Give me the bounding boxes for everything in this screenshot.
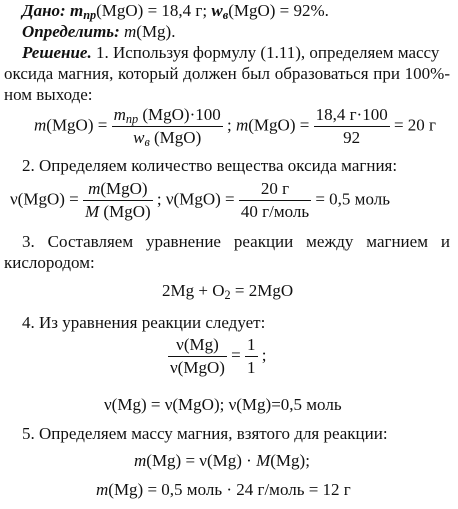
eq2-den2: 40 г/моль bbox=[240, 201, 310, 221]
eq1-lhs2-m: m bbox=[235, 115, 249, 135]
eq1-result: = 20 г bbox=[389, 115, 437, 135]
eq6-m: m bbox=[134, 451, 147, 470]
eq1-separator: ; bbox=[222, 115, 236, 135]
step5-line: 5. Определяем массу магния, взятого для реакции: bbox=[22, 424, 388, 443]
eq1-denominator bbox=[112, 126, 223, 147]
eq4-fraction2 bbox=[245, 336, 258, 377]
find-label: Определить: bbox=[22, 22, 120, 41]
equation-2 bbox=[10, 180, 390, 221]
eq2-denominator bbox=[83, 200, 153, 221]
step3-line1: 3. Составляем уравнение реакции между магнием и bbox=[22, 232, 450, 251]
eq1-fraction2 bbox=[314, 106, 390, 147]
eq1-lhs-m: m bbox=[34, 115, 47, 135]
eq4-den: ν(MgO) bbox=[170, 357, 225, 377]
eq2-result: = 0,5 моль bbox=[311, 189, 390, 209]
eq2-fraction bbox=[83, 180, 153, 221]
eq4-fraction bbox=[168, 336, 227, 377]
eq1-lhs: (MgO) = bbox=[46, 115, 112, 135]
given-mgo-mass: (MgO) = 18,4 г; bbox=[96, 1, 212, 20]
eq2-den-rest: (MgO) bbox=[99, 201, 151, 221]
equation-3 bbox=[162, 281, 293, 301]
eq2-separator: ; bbox=[152, 189, 166, 209]
eq4-eq: = bbox=[226, 345, 245, 365]
step2-line: 2. Определяем количество вещества оксида магния: bbox=[22, 156, 398, 175]
equation-6 bbox=[134, 451, 310, 471]
eq7-rest: (Mg) = 0,5 моль · 24 г/моль = 12 г bbox=[108, 480, 351, 499]
find-line bbox=[22, 22, 175, 42]
equation-7 bbox=[96, 480, 351, 500]
eq2-lhs: ν(MgO) = bbox=[10, 189, 83, 209]
eq3-right: = 2MgO bbox=[230, 281, 294, 300]
eq2-numerator bbox=[83, 180, 153, 200]
eq4-num2: 1 bbox=[247, 335, 256, 354]
given-m-sub: пр bbox=[83, 8, 97, 23]
eq1-num-sub: пр bbox=[125, 112, 139, 127]
eq6-mid: (Mg) = ν(Mg) · bbox=[146, 451, 257, 470]
eq3-sub: 2 bbox=[224, 288, 231, 303]
eq2-num-m: m bbox=[88, 179, 101, 198]
eq4-end: ; bbox=[257, 345, 267, 365]
equation-4 bbox=[168, 336, 266, 377]
equation-5: ν(Mg) = ν(MgO); ν(Mg)=0,5 моль bbox=[104, 395, 342, 414]
eq7-m: m bbox=[96, 480, 109, 499]
solution-label: Решение. bbox=[22, 43, 92, 62]
find-rest: (Mg). bbox=[136, 22, 176, 41]
step4-line: 4. Из уравнения реакции следует: bbox=[22, 313, 266, 332]
eq2-den-M: M bbox=[85, 201, 100, 221]
eq2-lhs2: ν(MgO) = bbox=[165, 189, 239, 209]
given-mgo-yield: (MgO) = 92%. bbox=[228, 1, 329, 20]
step3-line2: кислородом: bbox=[4, 253, 95, 272]
given-w-sub: в bbox=[222, 8, 229, 23]
eq1-lhs2: (MgO) = bbox=[248, 115, 314, 135]
eq1-fraction bbox=[112, 106, 223, 147]
eq1-den-rest: (MgO) bbox=[149, 127, 202, 147]
step1-text1: 1. Используя формулу (1.11), определяем массу bbox=[91, 43, 440, 62]
given-m: m bbox=[69, 1, 84, 20]
eq2-num2: 20 г bbox=[260, 179, 290, 198]
eq1-den2: 92 bbox=[314, 126, 390, 147]
given-line bbox=[22, 1, 329, 21]
given-w: w bbox=[211, 1, 223, 20]
eq4-den2: 1 bbox=[247, 357, 256, 377]
eq6-M: M bbox=[256, 451, 271, 470]
eq1-num-m: m bbox=[113, 105, 126, 124]
given-label: Дано: bbox=[22, 1, 66, 20]
eq1-numerator bbox=[112, 106, 223, 126]
eq1-den-w: w bbox=[133, 127, 145, 147]
eq4-num: ν(Mg) bbox=[176, 335, 219, 354]
find-m: m bbox=[124, 22, 137, 41]
eq2-num-rest: (MgO) bbox=[100, 179, 148, 198]
equation-1 bbox=[34, 106, 436, 147]
eq1-num-rest: (MgO)·100 bbox=[138, 105, 221, 124]
step1-line2: оксида магния, который должен был образоваться при 100%- bbox=[4, 64, 450, 83]
eq2-fraction2 bbox=[239, 180, 311, 221]
eq6-end: (Mg); bbox=[270, 451, 310, 470]
step1-line1 bbox=[22, 43, 450, 63]
eq3-left: 2Mg + O bbox=[162, 281, 225, 300]
eq1-den-sub: в bbox=[144, 134, 150, 149]
eq1-num2: 18,4 г·100 bbox=[315, 105, 388, 124]
step1-line3: ном выходе: bbox=[4, 85, 93, 104]
